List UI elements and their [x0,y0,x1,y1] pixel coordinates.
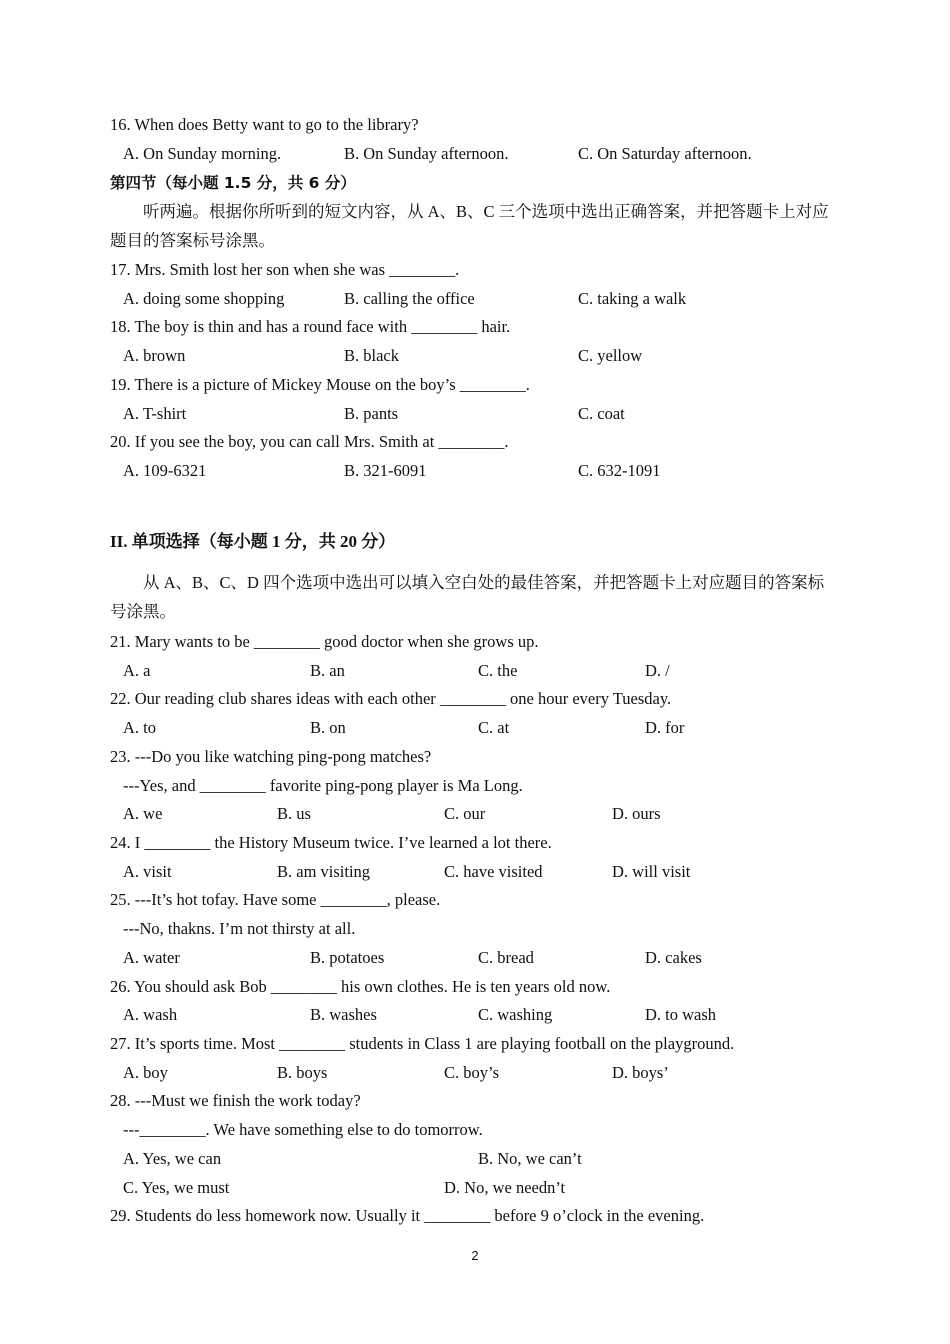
question-17-option-a: A. doing some shopping [123,289,285,308]
question-20-option-c: C. 632-1091 [578,461,661,480]
question-24-option-b: B. am visiting [277,862,371,881]
question-29-stem: 29. Students do less homework now. Usually it ________ before 9 o’clock in the evening. [110,1206,705,1225]
question-20-stem: 20. If you see the boy, you can call Mrs. Smith at ________. [110,432,509,451]
question-26-stem: 26. You should ask Bob ________ his own clothes. He is ten years old now. [110,977,611,996]
question-24-stem: 24. I ________ the History Museum twice. I’ve learned a lot there. [110,833,552,852]
question-17-option-c: C. taking a walk [578,289,687,308]
question-28-stem-line2: ---________. We have something else to do tomorrow. [123,1120,483,1139]
question-25-option-c: C. bread [478,948,534,967]
question-22-stem: 22. Our reading club shares ideas with each other ________ one hour every Tuesday. [110,689,672,708]
question-21-option-d: D. / [645,661,670,680]
question-23-option-c: C. our [444,804,486,823]
question-18-option-c: C. yellow [578,346,643,365]
question-24-option-a: A. visit [123,862,172,881]
question-16-option-c: C. On Saturday afternoon. [578,144,752,163]
question-27-option-d: D. boys’ [612,1063,669,1082]
question-27-option-a: A. boy [123,1063,168,1082]
question-21-option-a: A. a [123,661,151,680]
question-23-option-d: D. ours [612,804,661,823]
question-18-option-b: B. black [344,346,399,365]
question-16-option-b: B. On Sunday afternoon. [344,144,509,163]
question-25-stem: 25. ---It’s hot tofay. Have some ________, please. [110,890,441,909]
question-20-option-b: B. 321-6091 [344,461,427,480]
question-19-stem: 19. There is a picture of Mickey Mouse on the boy’s ________. [110,375,530,394]
question-18-stem: 18. The boy is thin and has a round face with ________ hair. [110,317,511,336]
question-23-stem: 23. ---Do you like watching ping-pong matches? [110,747,432,766]
question-28-option-d: D. No, we needn’t [444,1178,566,1197]
question-23-option-b: B. us [277,804,311,823]
question-28-stem: 28. ---Must we finish the work today? [110,1091,361,1110]
question-22-option-d: D. for [645,718,685,737]
question-20-option-a: A. 109-6321 [123,461,207,480]
question-22-option-b: B. on [310,718,346,737]
question-24-option-c: C. have visited [444,862,543,881]
part-ii-instruction-line2: 号涂黑。 [110,602,176,621]
section-4-title: 第四节（每小题 1.5 分，共 6 分） [110,174,356,192]
question-16-stem: 16. When does Betty want to go to the library? [110,115,419,134]
question-25-option-d: D. cakes [645,948,702,967]
question-25-option-b: B. potatoes [310,948,385,967]
question-27-option-b: B. boys [277,1063,328,1082]
question-16-option-a: A. On Sunday morning. [123,144,282,163]
question-26-option-d: D. to wash [645,1005,717,1024]
section-4-instruction-line1: 听两遍。根据你所听到的短文内容，从 A、B、C 三个选项中选出正确答案，并把答题卡上对应 [143,202,829,221]
question-18-option-a: A. brown [123,346,186,365]
section-4-instruction-line2: 题目的答案标号涂黑。 [110,231,275,250]
question-22-option-c: C. at [478,718,510,737]
question-27-option-c: C. boy’s [444,1063,500,1082]
question-21-option-c: C. the [478,661,518,680]
question-22-option-a: A. to [123,718,156,737]
question-26-option-a: A. wash [123,1005,178,1024]
question-23-option-a: A. we [123,804,163,823]
question-26-option-b: B. washes [310,1005,377,1024]
part-ii-instruction-line1: 从 A、B、C、D 四个选项中选出可以填入空白处的最佳答案，并把答题卡上对应题目的答案标 [143,573,825,592]
page-number: 2 [471,1248,479,1263]
question-19-option-c: C. coat [578,404,625,423]
question-25-stem-line2: ---No, thakns. I’m not thirsty at all. [123,919,356,938]
question-17-stem: 17. Mrs. Smith lost her son when she was ________. [110,260,460,279]
question-28-option-c: C. Yes, we must [123,1178,230,1197]
question-17-option-b: B. calling the office [344,289,475,308]
question-21-stem: 21. Mary wants to be ________ good doctor when she grows up. [110,632,539,651]
question-26-option-c: C. washing [478,1005,553,1024]
question-23-stem-line2: ---Yes, and ________ favorite ping-pong player is Ma Long. [123,776,523,795]
question-24-option-d: D. will visit [612,862,691,881]
question-28-option-b: B. No, we can’t [478,1149,582,1168]
question-19-option-b: B. pants [344,404,399,423]
question-19-option-a: A. T-shirt [123,404,187,423]
question-21-option-b: B. an [310,661,345,680]
question-25-option-a: A. water [123,948,180,967]
question-28-option-a: A. Yes, we can [123,1149,222,1168]
question-27-stem: 27. It’s sports time. Most ________ students in Class 1 are playing football on the playground. [110,1034,735,1053]
part-ii-title: II. 单项选择（每小题 1 分，共 20 分） [110,532,396,551]
